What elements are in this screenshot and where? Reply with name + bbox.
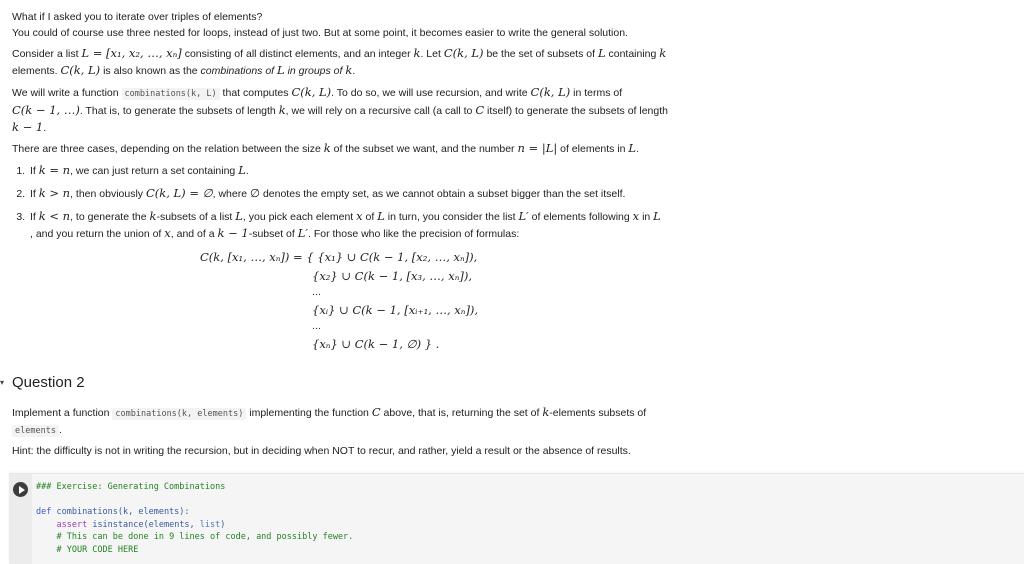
question-description	[12, 404, 692, 439]
intro-paragraph-2: You could of course use three nested for loops, instead of just two. But at some point, it becomes easier to write the general solution.	[12, 27, 628, 39]
intro-paragraph-1: What if I asked you to iterate over triples of elements?	[12, 11, 263, 23]
text: consisting of all distinct elements, and an integer	[181, 48, 414, 60]
cell-gutter	[9, 474, 32, 564]
math: k	[542, 405, 550, 419]
text: , and you return the union of	[30, 228, 165, 240]
math: L′	[297, 226, 308, 240]
text: combinations of	[200, 65, 278, 77]
math: C(k − 1, …)	[12, 103, 80, 117]
math: C(k, L)	[530, 85, 571, 99]
math: C(k, L)	[291, 85, 332, 99]
text: containing	[605, 48, 660, 60]
math: L′	[518, 209, 529, 223]
math: L	[235, 209, 243, 223]
math: L	[238, 163, 246, 177]
code-cell[interactable]	[9, 473, 1024, 564]
math: L	[277, 63, 285, 77]
text: There are three cases, depending on the relation between the size	[12, 143, 324, 155]
code-line: )	[220, 519, 226, 530]
math: L	[597, 46, 606, 60]
math: k	[413, 46, 421, 60]
math: C	[475, 103, 485, 117]
text: . For those who like the precision of formulas:	[307, 228, 520, 240]
text: .	[636, 143, 639, 155]
text: , and of a	[170, 228, 218, 240]
text: elements.	[12, 65, 61, 77]
inline-code: combinations(k, L)	[122, 88, 220, 100]
text: If	[30, 188, 39, 200]
hint-text: Hint: the difficulty is not in writing the recursion, but in deciding when NOT to recur, and rather, yield a result or the absence of results.	[12, 445, 631, 457]
text: denotes the empty set, as we cannot obtain a subset bigger than the set itself.	[260, 188, 626, 200]
text: .	[352, 65, 356, 77]
code-keyword: def	[36, 507, 52, 517]
text: If	[30, 165, 39, 177]
math: k	[345, 63, 353, 77]
math: x	[356, 209, 363, 223]
cases-list	[12, 162, 698, 248]
play-icon	[19, 486, 25, 494]
inline-code: elements	[12, 425, 59, 437]
text: Implement a function	[12, 407, 113, 419]
formula-row: {x₂} ∪ C(k − 1, [x₃, …, xₙ]),	[312, 269, 472, 283]
math: L	[628, 141, 637, 155]
math: k	[659, 46, 667, 60]
formula-row: …	[312, 288, 321, 298]
math: k > n	[38, 186, 71, 200]
text: .	[245, 165, 249, 177]
text: be the set of subsets of	[483, 48, 598, 60]
text: Consider a list	[12, 48, 82, 60]
case-item	[28, 162, 698, 179]
code-line: ### Exercise: Generating Combinations	[36, 482, 226, 492]
text: -subset of	[248, 228, 298, 240]
text: , then obviously	[70, 188, 146, 200]
text: .	[58, 424, 62, 436]
inline-code: combinations(k, elements)	[112, 408, 246, 420]
text: -elements subsets of	[549, 407, 647, 419]
code-line: combinations(k, elements):	[51, 507, 190, 517]
math: L	[377, 209, 385, 223]
collapse-caret-icon[interactable]: ▾	[0, 378, 5, 387]
text: above, that is, returning the set of	[380, 407, 543, 419]
text: . Let	[420, 48, 444, 60]
formula-row: …	[312, 322, 321, 332]
math: C(k, L) = ∅	[145, 186, 213, 200]
text: itself) to generate the subsets of length	[484, 105, 668, 117]
text: of elements following	[528, 211, 633, 223]
text: , we will rely on a recursive call (a call to	[285, 105, 476, 117]
code-comment: # This can be done in 9 lines of code, and possibly fewer.	[56, 532, 354, 542]
code-keyword: assert	[56, 519, 88, 530]
text: , to generate the	[70, 211, 150, 223]
text: in turn, you consider the list	[384, 211, 519, 223]
text: , you pick each element	[242, 211, 357, 223]
text: , we can just return a set containing	[70, 165, 239, 177]
text: in	[639, 211, 654, 223]
text: in groups of	[284, 65, 346, 77]
case-item	[28, 185, 698, 202]
math: ∅	[250, 186, 261, 200]
run-cell-button[interactable]	[13, 482, 28, 497]
intro-paragraph-3	[12, 45, 702, 79]
math: k	[149, 209, 157, 223]
case-item	[28, 208, 698, 242]
math: k < n	[38, 209, 71, 223]
intro-paragraph-4	[12, 84, 692, 136]
math: C(k, L)	[443, 46, 484, 60]
text: .	[43, 122, 47, 134]
text: implementing the function	[246, 407, 372, 419]
text: , where	[212, 188, 250, 200]
question-2-heading[interactable]	[0, 374, 85, 391]
text: We will write a function	[12, 87, 122, 99]
math: k	[323, 141, 331, 155]
intro-paragraph-5	[12, 140, 702, 157]
text: -subsets of a list	[156, 211, 236, 223]
code-comment: # YOUR CODE HERE	[56, 544, 139, 555]
formula-row: C(k, [x₁, …, xₙ]) = { {x₁} ∪ C(k − 1, [x₂, …, xₙ]),	[200, 250, 478, 264]
math: k − 1	[217, 226, 249, 240]
math: n = |L|	[517, 141, 558, 155]
math: L = [x₁, x₂, …, xₙ]	[81, 46, 182, 60]
text: of elements in	[557, 143, 629, 155]
text: of	[362, 211, 378, 223]
section-title: Question 2	[12, 374, 85, 391]
text: in terms of	[570, 87, 623, 99]
math: k	[278, 103, 286, 117]
text: of the subset we want, and the number	[330, 143, 518, 155]
math: x	[632, 209, 640, 223]
code-line: isinstance(elements,	[87, 519, 200, 530]
text: . To do so, we will use recursion, and write	[331, 87, 531, 99]
math: k = n	[38, 163, 71, 177]
code-editor[interactable]	[36, 481, 353, 556]
formula-row: {xᵢ} ∪ C(k − 1, [xᵢ₊₁, …, xₙ]),	[312, 303, 479, 317]
code-builtin: list	[199, 519, 221, 530]
formula-row: {xₙ} ∪ C(k − 1, ∅) } .	[312, 337, 440, 351]
text: that computes	[219, 87, 292, 99]
math: k − 1	[12, 120, 44, 134]
math: L	[653, 209, 661, 223]
text: is also known as the	[100, 65, 201, 77]
text: If	[30, 211, 39, 223]
math: C	[371, 405, 381, 419]
math: x	[164, 226, 171, 240]
math: C(k, L)	[60, 63, 101, 77]
text: . That is, to generate the subsets of length	[79, 105, 279, 117]
